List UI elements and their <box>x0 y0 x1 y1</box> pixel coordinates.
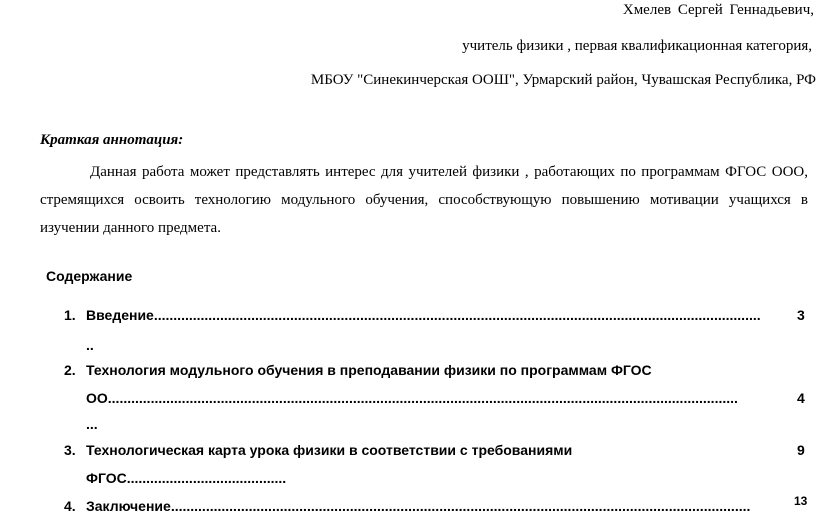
toc-item-number: 3. <box>64 442 76 458</box>
toc-item-title: Заключение..................................................................................................................................................... <box>86 498 751 514</box>
toc-heading: Содержание <box>46 268 133 284</box>
toc-item-title: Введение............................................................................................................................................................ <box>86 307 761 323</box>
author-position: учитель физики , первая квалификационная категория, <box>462 38 812 54</box>
toc-item-page: 9 <box>797 442 805 458</box>
toc-item-number: 2. <box>64 362 76 378</box>
author-school: МБОУ "Синекинчерская ООШ", Урмарский район, Чувашская Республика, РФ <box>310 72 816 88</box>
toc-item-page: 3 <box>797 307 805 323</box>
toc-item-title-continuation: ФГОС......................................... <box>86 470 287 486</box>
toc-item-title: Технологическая карта урока физики в соответствии с требованиями <box>86 442 573 458</box>
toc-item-page: 4 <box>797 390 805 406</box>
toc-item-title-continuation: ОО.................................................................................................................................................................. <box>86 390 738 406</box>
toc-item-title-continuation: ... <box>86 416 98 432</box>
toc-item-page: 13 <box>794 494 808 508</box>
toc-item-number: 1. <box>64 307 76 323</box>
toc-item-title: Технология модульного обучения в преподавании физики по программам ФГОС <box>86 362 652 378</box>
author-name: Хмелев Сергей Геннадьевич, <box>622 2 814 18</box>
toc-item-number: 4. <box>64 498 76 514</box>
annotation-heading: Краткая аннотация: <box>40 132 184 148</box>
annotation-text: Данная работа может представлять интерес для учителей физики , работающих по программам ФГОС ООО, стремящихся освоить технологию модульного обучения, способствующую повышению мотивации учащихся в изучении данного предмета. <box>40 164 808 236</box>
toc-item-title-continuation: .. <box>86 337 94 353</box>
